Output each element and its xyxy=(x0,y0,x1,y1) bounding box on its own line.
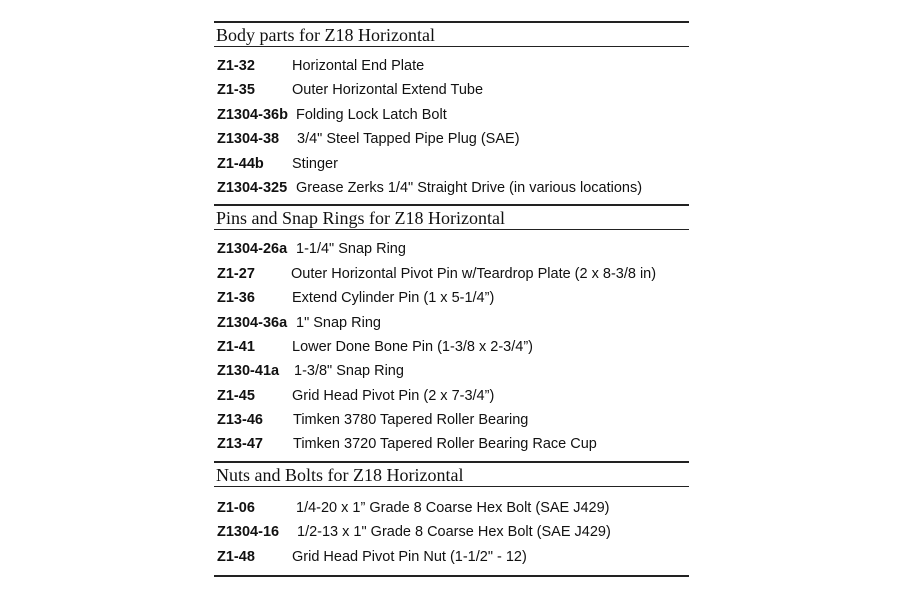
part-number: Z1304-16 xyxy=(217,524,280,541)
list-item xyxy=(214,152,689,176)
list-item xyxy=(214,432,689,456)
part-number: Z1304-325 xyxy=(217,179,288,196)
list-item xyxy=(214,237,689,261)
document-bottom-rule xyxy=(214,575,689,577)
part-description: Outer Horizontal Extend Tube xyxy=(292,82,484,99)
part-number: Z1-06 xyxy=(217,499,255,516)
part-description: Grid Head Pivot Pin (2 x 7-3/4”) xyxy=(292,387,495,404)
part-description: Grid Head Pivot Pin Nut (1-1/2" - 12) xyxy=(292,548,527,565)
list-item xyxy=(214,311,689,335)
part-description: Outer Horizontal Pivot Pin w/Teardrop Plate (2 x 8-3/8 in) xyxy=(291,265,657,282)
part-description: Lower Done Bone Pin (1-3/8 x 2-3/4”) xyxy=(292,338,533,355)
part-description: Folding Lock Latch Bolt xyxy=(296,106,447,123)
list-item xyxy=(214,545,689,569)
part-description: Timken 3780 Tapered Roller Bearing xyxy=(293,412,529,429)
part-number: Z1-35 xyxy=(217,82,255,99)
list-item xyxy=(214,359,689,383)
part-number: Z1-45 xyxy=(217,387,255,404)
part-number: Z1-27 xyxy=(217,265,255,282)
part-number: Z1-36 xyxy=(217,290,255,307)
list-item xyxy=(214,262,689,286)
list-item xyxy=(214,127,689,151)
part-description: Horizontal End Plate xyxy=(292,58,425,74)
part-number: Z1304-38 xyxy=(217,131,280,148)
part-description: Timken 3720 Tapered Roller Bearing Race Cup xyxy=(293,436,597,453)
part-description: 1-1/4" Snap Ring xyxy=(296,241,406,258)
parts-list-document xyxy=(214,21,689,577)
part-description: 1/4-20 x 1” Grade 8 Coarse Hex Bolt (SAE J429) xyxy=(296,499,610,516)
part-description: Stinger xyxy=(292,155,338,172)
list-item xyxy=(214,103,689,127)
list-item xyxy=(214,335,689,359)
part-number: Z13-46 xyxy=(217,412,263,429)
section-title-nuts-bolts: Nuts and Bolts for Z18 Horizontal xyxy=(216,464,464,485)
part-number: Z1304-36a xyxy=(217,314,288,331)
list-item xyxy=(214,408,689,432)
part-number: Z13-47 xyxy=(217,436,263,453)
part-description: 1-3/8" Snap Ring xyxy=(294,363,404,380)
part-number: Z1-32 xyxy=(217,58,255,74)
part-description: 1" Snap Ring xyxy=(296,314,381,331)
section-items-pins-snap-rings xyxy=(214,230,689,457)
list-item xyxy=(214,286,689,310)
list-item xyxy=(214,496,689,520)
part-description: 1/2-13 x 1" Grade 8 Coarse Hex Bolt (SAE J429) xyxy=(297,524,611,541)
list-item xyxy=(214,78,689,102)
part-number: Z1-48 xyxy=(217,548,255,565)
part-number: Z1304-26a xyxy=(217,241,288,258)
list-item xyxy=(214,520,689,544)
part-description: 3/4" Steel Tapped Pipe Plug (SAE) xyxy=(297,131,520,148)
section-title-body-parts: Body parts for Z18 Horizontal xyxy=(216,25,435,45)
part-number: Z1304-36b xyxy=(217,106,288,123)
part-number: Z1-41 xyxy=(217,338,255,355)
part-number: Z1-44b xyxy=(217,155,264,172)
section-title-pins-snap-rings: Pins and Snap Rings for Z18 Horizontal xyxy=(216,208,505,229)
part-description: Grease Zerks 1/4" Straight Drive (in various locations) xyxy=(296,179,643,196)
part-number: Z130-41a xyxy=(217,363,280,380)
section-items-nuts-bolts xyxy=(214,487,689,569)
section-items-body-parts xyxy=(214,47,689,200)
list-item xyxy=(214,176,689,200)
part-description: Extend Cylinder Pin (1 x 5-1/4”) xyxy=(292,290,495,307)
list-item xyxy=(214,54,689,78)
list-item xyxy=(214,384,689,408)
